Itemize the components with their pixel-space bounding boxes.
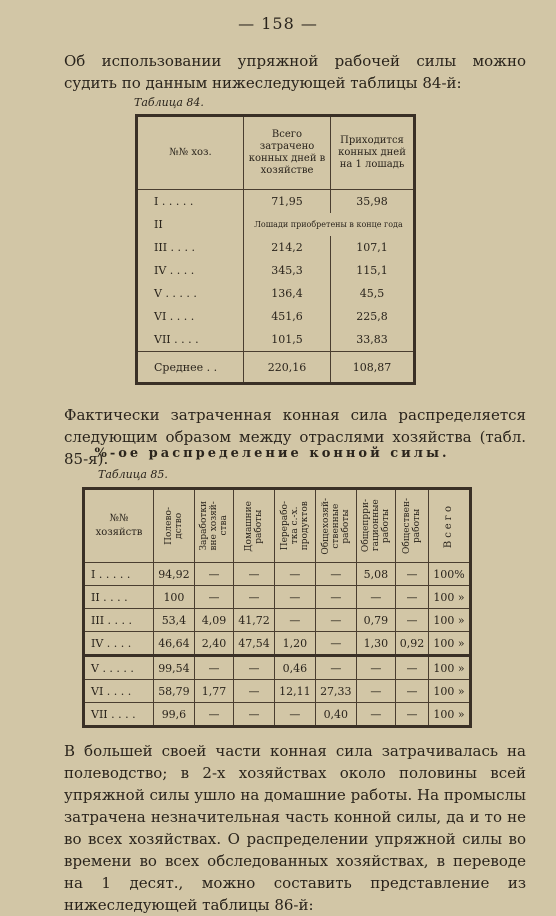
table-cell: — bbox=[234, 680, 275, 703]
table-cell: 33,83 bbox=[331, 328, 415, 352]
table-cell: 35,98 bbox=[331, 190, 415, 214]
table-cell: 2,40 bbox=[194, 632, 233, 656]
table-cell: — bbox=[234, 703, 275, 727]
table-cell: 100 » bbox=[429, 609, 471, 632]
table-cell: 46,64 bbox=[154, 632, 195, 656]
table-cell: — bbox=[395, 609, 428, 632]
table-cell: III . . . . bbox=[137, 236, 244, 259]
table-cell: 0,46 bbox=[274, 656, 315, 680]
table-cell: IV . . . . bbox=[84, 632, 154, 656]
table-cell: — bbox=[356, 703, 395, 727]
table-cell: — bbox=[274, 586, 315, 609]
table-cell: 108,87 bbox=[331, 352, 415, 384]
table-cell: — bbox=[315, 656, 356, 680]
table-85-header-field bbox=[154, 489, 195, 563]
table-cell: — bbox=[315, 632, 356, 656]
table-row-average bbox=[137, 352, 415, 384]
table-row bbox=[84, 680, 471, 703]
table-cell: 4,09 bbox=[194, 609, 233, 632]
table-cell: V . . . . . bbox=[137, 282, 244, 305]
table-cell: — bbox=[234, 586, 275, 609]
table-row bbox=[137, 282, 415, 305]
table-row bbox=[84, 609, 471, 632]
table-cell: 136,4 bbox=[244, 282, 331, 305]
table-row bbox=[84, 563, 471, 586]
table-cell: 101,5 bbox=[244, 328, 331, 352]
table-cell: — bbox=[395, 586, 428, 609]
table-cell: 1,77 bbox=[194, 680, 233, 703]
table-84-header-total-days: Всего затрачено конных дней в хозяйстве bbox=[244, 116, 331, 190]
table-row bbox=[137, 190, 415, 214]
table-cell: Среднее . . bbox=[137, 352, 244, 384]
table-row bbox=[137, 259, 415, 282]
table-85-header-processing bbox=[274, 489, 315, 563]
table-cell: 100 » bbox=[429, 680, 471, 703]
table-cell: — bbox=[194, 586, 233, 609]
table-cell: — bbox=[356, 586, 395, 609]
header-text: Домашние работы bbox=[244, 500, 265, 552]
table-cell: 115,1 bbox=[331, 259, 415, 282]
table-cell: VI . . . . bbox=[137, 305, 244, 328]
table-cell: 47,54 bbox=[234, 632, 275, 656]
table-cell: — bbox=[395, 703, 428, 727]
paragraph-intro-table-85: Фактически затраченная конная сила распределяется следующим образом между отраслями хозяйства (табл. 85-я). bbox=[64, 406, 526, 468]
table-cell: V . . . . . bbox=[84, 656, 154, 680]
table-row bbox=[84, 586, 471, 609]
header-text: Перерабо- тка с.-х. продуктов bbox=[279, 501, 310, 551]
table-cell: 225,8 bbox=[331, 305, 415, 328]
table-85 bbox=[82, 487, 472, 728]
table-cell: II bbox=[137, 213, 244, 236]
table-cell: 100% bbox=[429, 563, 471, 586]
table-85-header-total bbox=[429, 489, 471, 563]
table-cell: VII . . . . bbox=[84, 703, 154, 727]
table-cell: 41,72 bbox=[234, 609, 275, 632]
table-84-header-farm: №№ хоз. bbox=[137, 116, 244, 190]
table-cell: 99,54 bbox=[154, 656, 195, 680]
table-cell: 53,4 bbox=[154, 609, 195, 632]
table-cell: — bbox=[356, 656, 395, 680]
table-cell: 100 » bbox=[429, 586, 471, 609]
table-85-header-outside-earnings bbox=[194, 489, 233, 563]
table-cell: 214,2 bbox=[244, 236, 331, 259]
page-number: — 158 — bbox=[238, 14, 318, 33]
header-text: Общехозяй- ственные работы bbox=[320, 497, 351, 555]
table-cell: — bbox=[234, 563, 275, 586]
table-row bbox=[137, 328, 415, 352]
header-text: Обществен- работы bbox=[401, 498, 422, 554]
table-84-caption: Таблица 84. bbox=[134, 96, 204, 109]
table-cell: — bbox=[315, 609, 356, 632]
table-cell: 1,30 bbox=[356, 632, 395, 656]
table-cell: 99,6 bbox=[154, 703, 195, 727]
table-cell: 100 » bbox=[429, 703, 471, 727]
table-cell: — bbox=[274, 563, 315, 586]
table-cell: VI . . . . bbox=[84, 680, 154, 703]
table-cell: 0,92 bbox=[395, 632, 428, 656]
table-cell: 100 » bbox=[429, 656, 471, 680]
table-cell: 100 » bbox=[429, 632, 471, 656]
table-cell: 12,11 bbox=[274, 680, 315, 703]
table-cell: — bbox=[395, 563, 428, 586]
table-cell: 451,6 bbox=[244, 305, 331, 328]
table-cell: — bbox=[395, 680, 428, 703]
table-cell: I . . . . . bbox=[137, 190, 244, 214]
table-cell: — bbox=[194, 656, 233, 680]
table-84-header-per-horse: Приходится конных дней на 1 лошадь bbox=[331, 116, 415, 190]
table-cell: 0,79 bbox=[356, 609, 395, 632]
table-cell: — bbox=[315, 586, 356, 609]
table-cell: 71,95 bbox=[244, 190, 331, 214]
table-row bbox=[137, 236, 415, 259]
table-cell: 0,40 bbox=[315, 703, 356, 727]
table-cell: 27,33 bbox=[315, 680, 356, 703]
table-85-header-irrigation bbox=[356, 489, 395, 563]
table-cell: — bbox=[194, 563, 233, 586]
table-row bbox=[84, 656, 471, 680]
table-85-header-domestic bbox=[234, 489, 275, 563]
table-row bbox=[84, 703, 471, 727]
table-row bbox=[84, 632, 471, 656]
table-row bbox=[137, 305, 415, 328]
table-84 bbox=[135, 114, 416, 385]
table-85-header-general-farm bbox=[315, 489, 356, 563]
table-cell: 220,16 bbox=[244, 352, 331, 384]
paragraph-intro-table-84: Об использовании упряжной рабочей силы можно судить по данным нижеследующей таблицы 84-й: bbox=[64, 52, 526, 92]
table-cell: — bbox=[315, 563, 356, 586]
table-cell: 100 bbox=[154, 586, 195, 609]
table-cell: I . . . . . bbox=[84, 563, 154, 586]
table-cell: — bbox=[395, 656, 428, 680]
table-85-caption: Таблица 85. bbox=[98, 468, 168, 481]
table-row bbox=[137, 213, 415, 236]
table-cell: — bbox=[194, 703, 233, 727]
table-cell: VII . . . . bbox=[137, 328, 244, 352]
table-note-cell: Лошади приобретены в конце года bbox=[244, 213, 415, 236]
table-cell: — bbox=[356, 680, 395, 703]
table-cell: III . . . . bbox=[84, 609, 154, 632]
table-cell: 1,20 bbox=[274, 632, 315, 656]
table-cell: IV . . . . bbox=[137, 259, 244, 282]
table-85-header-farms: №№ хозяйств bbox=[84, 489, 154, 563]
table-cell: 58,79 bbox=[154, 680, 195, 703]
table-cell: 345,3 bbox=[244, 259, 331, 282]
table-cell: — bbox=[274, 609, 315, 632]
table-85-header-public-works bbox=[395, 489, 428, 563]
header-text: Заработки вне хозяй- ства bbox=[198, 501, 229, 551]
table-cell: — bbox=[274, 703, 315, 727]
header-text: Всего bbox=[443, 503, 454, 549]
table-cell: 107,1 bbox=[331, 236, 415, 259]
table-85-title: %-ое распределение конной силы. bbox=[94, 446, 450, 461]
table-cell: 45,5 bbox=[331, 282, 415, 305]
header-text: Общепрри- гационные работы bbox=[360, 499, 391, 553]
table-cell: — bbox=[234, 656, 275, 680]
table-cell: II . . . . bbox=[84, 586, 154, 609]
table-cell: 94,92 bbox=[154, 563, 195, 586]
table-cell: 5,08 bbox=[356, 563, 395, 586]
header-text: Полево- дство bbox=[163, 507, 184, 545]
paragraph-conclusion: В большей своей части конная сила затрачивалась на полеводство; в 2-х хозяйствах около половины всей упряжной силы ушло на домашние работы. На промыслы затрачена незначительная часть конной силы, да и то не во всех хозяйствах. О распределении упряжной силы во времени во всех обследованных хозяйствах, в переводе на 1 десят., можно составить представление из нижеследующей таблицы 86-й: bbox=[64, 742, 526, 914]
